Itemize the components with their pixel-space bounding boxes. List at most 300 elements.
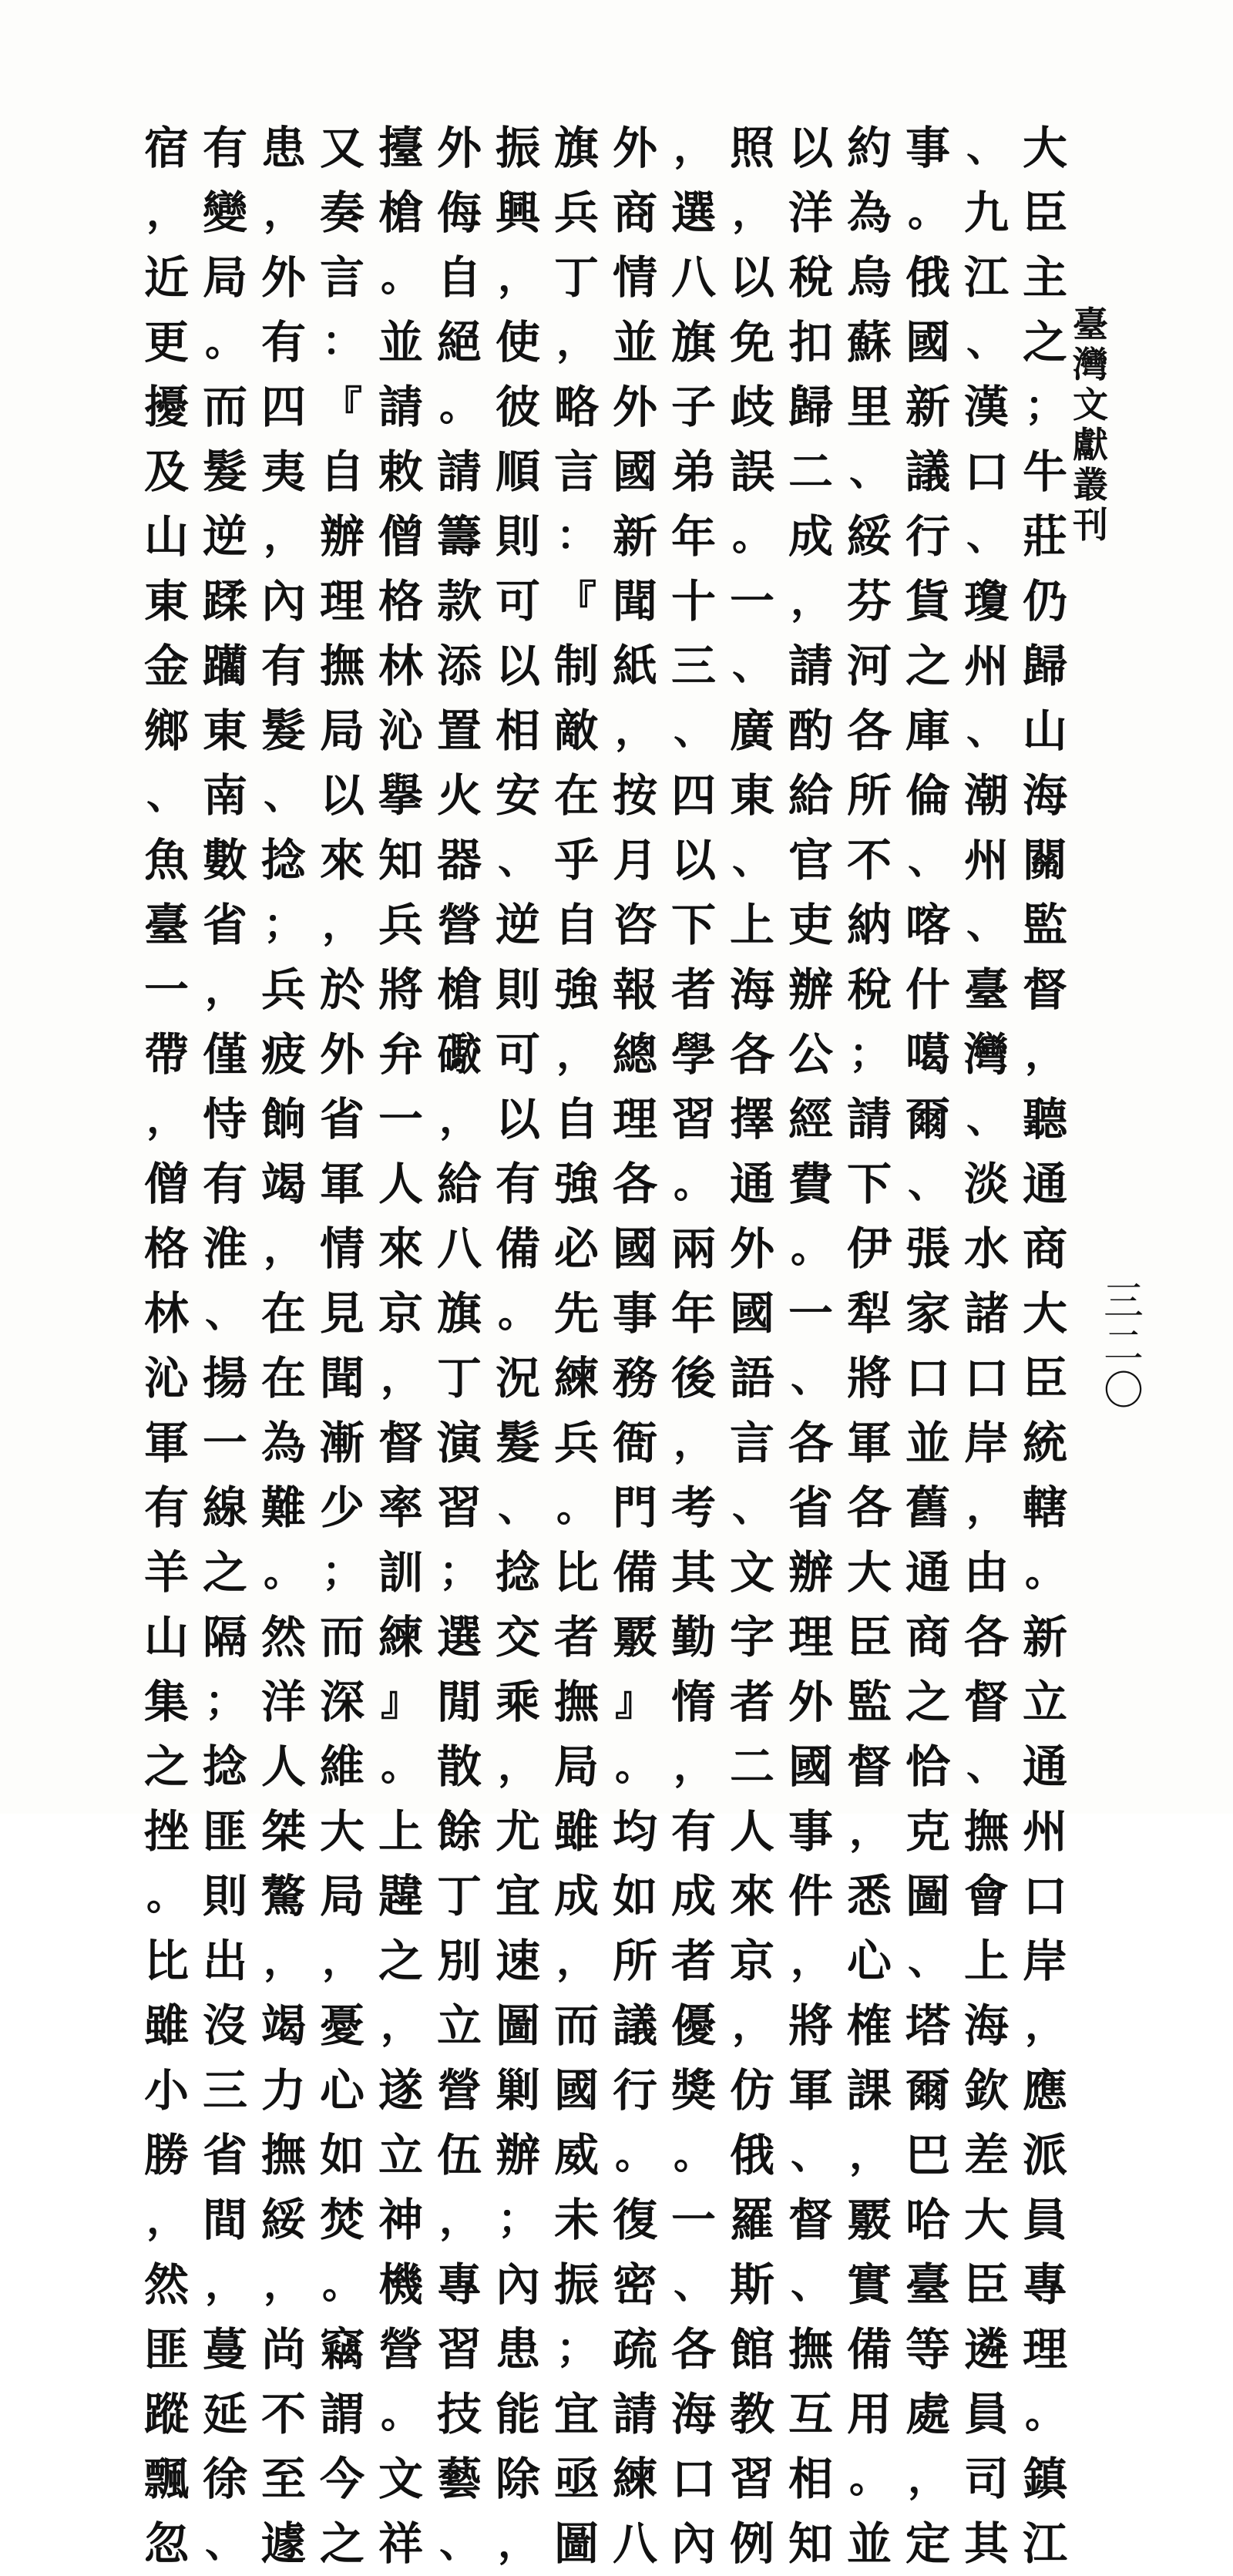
text-char: 變 [202,187,247,239]
text-char: 新 [612,510,657,563]
text-char: 圖 [553,2517,599,2570]
text-char: 演 [436,1417,482,1469]
text-char: 自 [553,1093,599,1145]
text-char: 報 [612,963,657,1016]
text-char: ； [438,1549,479,1596]
text-char: 成 [670,1870,716,1922]
text-char: 沒 [202,1999,247,2052]
text-char: 均 [612,1805,657,1858]
text-char: 、 [204,1290,245,1337]
text-char: 之 [905,640,950,692]
text-char: 漸 [319,1417,365,1469]
text-char: 辦 [319,510,365,563]
text-char: 京 [729,1935,774,1987]
text-char: 外 [729,1222,774,1275]
text-char: ， [263,1225,304,1272]
text-char: 營 [436,899,482,951]
text-char: 如 [319,2129,365,2181]
text-char: 強 [553,963,599,1016]
text-char: 振 [553,2258,599,2311]
text-char: 局 [553,1740,599,1793]
text-char: 絕 [436,316,482,368]
text-char: 轄 [1022,1481,1067,1534]
text-char: 軍 [788,2064,833,2117]
text-char: 舊 [905,1481,950,1534]
text-char: 敵 [553,705,599,757]
text-char: 京 [378,1287,423,1340]
text-char: 行 [905,510,950,563]
text-char: 各 [670,2323,716,2376]
text-char: 主 [1022,251,1067,304]
text-char: 南 [202,769,247,822]
text-column [667,116,720,2570]
text-char: 給 [436,1158,482,1210]
text-char: 之 [905,1676,950,1728]
text-char: ， [848,2131,889,2178]
text-char: 、 [790,2131,831,2178]
text-char: 』 [380,1678,421,1725]
text-char: 。 [1024,2390,1065,2437]
text-char: 練 [612,2453,657,2505]
text-char: 外 [319,1028,365,1081]
text-char: 犁 [846,1287,892,1340]
text-char: 各 [963,1611,1009,1663]
text-char: 漢 [963,381,1009,433]
text-char: 監 [846,1676,892,1728]
text-char: 外 [612,381,657,433]
text-char: 比 [143,1935,189,1987]
text-char: 而 [553,1999,599,2052]
text-char: 各 [846,1481,892,1534]
text-char: 、 [673,707,714,754]
text-column [726,116,778,2570]
text-char: 可 [495,575,540,627]
text-char: 上 [963,1935,1009,1987]
text-char: 僧 [378,510,423,563]
text-char: 則 [495,510,540,563]
text-char: ， [614,707,655,754]
text-char: 小 [143,2064,189,2117]
text-char: 綏 [846,510,892,563]
text-char: 匪 [202,1805,247,1858]
text-char: 有 [495,1158,540,1210]
text-char: 、 [731,836,772,883]
text-char: 差 [963,2129,1009,2181]
text-char: 克 [905,1805,950,1858]
text-char: 年 [670,1287,716,1340]
text-char: 外 [436,122,482,174]
text-char: 十 [670,575,716,627]
text-char: 出 [202,1935,247,1987]
text-char: 爾 [905,2064,950,2117]
text-char: 誤 [729,446,774,498]
text-char: 督 [788,2194,833,2246]
text-char: 洋 [260,1676,306,1728]
text-char: 練 [378,1611,423,1663]
text-char: 並 [378,316,423,368]
text-char: 撫 [788,2323,833,2376]
text-char: 會 [963,1870,1009,1922]
text-char: 經 [788,1093,833,1145]
text-char: 上 [378,1805,423,1858]
text-char: ， [204,966,245,1013]
text-char: 、 [907,1937,948,1984]
text-char: 尚 [260,2323,306,2376]
text-char: 新 [905,381,950,433]
text-char: 國 [612,446,657,498]
text-char: 稅 [788,251,833,304]
text-column [609,116,661,2570]
text-char: 見 [319,1287,365,1340]
text-char: 置 [436,705,482,757]
text-char: 庫 [905,705,950,757]
text-char: 請 [612,2388,657,2440]
text-char: 飄 [143,2453,189,2505]
text-char: 各 [846,705,892,757]
text-char: 擡 [378,122,423,174]
text-char: 剿 [495,2064,540,2117]
text-char: 淡 [963,1158,1009,1210]
text-char: 理 [788,1611,833,1663]
text-char: 派 [1022,2129,1067,2181]
text-char: 商 [612,187,657,239]
text-char: 之 [1022,316,1067,368]
text-char: 髮 [260,705,306,757]
text-char: 者 [670,963,716,1016]
page-number-char: 〇 [1103,1368,1144,1414]
text-char: 蹤 [143,2388,189,2440]
text-char: 通 [729,1158,774,1210]
text-char: 不 [260,2388,306,2440]
text-char: 口 [670,2453,716,2505]
text-char: 如 [612,1870,657,1922]
text-char: 以 [729,251,774,304]
text-char: 維 [319,1740,365,1793]
text-char: 撫 [260,2129,306,2181]
text-char: 選 [436,1611,482,1663]
text-char: 員 [963,2388,1009,2440]
text-char: 徐 [202,2453,247,2505]
text-char: 祥 [378,2517,423,2570]
text-char: 撫 [319,640,365,692]
text-char: 。 [263,1549,304,1596]
text-char: 各 [729,1028,774,1081]
text-char: 。 [146,1872,186,1919]
text-char: 臺 [905,2258,950,2311]
text-char: 大 [846,1546,892,1599]
text-char: 營 [378,2323,423,2376]
text-char: 備 [495,1222,540,1275]
text-char: 議 [612,1999,657,2052]
text-char: 強 [553,1158,599,1210]
text-char: 恃 [202,1093,247,1145]
text-char: 旗 [436,1287,482,1340]
text-char: 、 [263,772,304,819]
text-char: 在 [260,1352,306,1404]
text-char: ， [263,1937,304,1984]
text-char: 九 [963,187,1009,239]
text-char: 金 [143,640,189,692]
text-char: 俄 [729,2129,774,2181]
text-char: 。 [438,383,479,430]
text-char: 。 [848,2455,889,2502]
text-char: 習 [729,2453,774,2505]
text-char: 聞 [612,575,657,627]
text-char: 諸 [963,1287,1009,1340]
text-char: 件 [788,1870,833,1922]
text-char: 仍 [1022,575,1067,627]
text-char: ， [497,2520,538,2567]
text-char: 患 [260,122,306,174]
text-char: 請 [378,381,423,433]
text-char: 情 [612,251,657,304]
text-char: 並 [905,1417,950,1469]
text-char: 來 [378,1222,423,1275]
text-char: ， [497,1743,538,1790]
text-char: 江 [1022,2517,1067,2570]
text-char: ， [790,1937,831,1984]
text-char: 桀 [260,1805,306,1858]
text-char: 散 [436,1740,482,1793]
text-char: 納 [846,899,892,951]
text-char: ： [556,513,596,560]
text-char: 順 [495,446,540,498]
text-char: 斯 [729,2258,774,2311]
text-char: 定 [905,2517,950,2570]
text-char: 宿 [143,122,189,174]
text-char: 稅 [846,963,892,1016]
text-char: 者 [553,1611,599,1663]
text-char: 外 [612,122,657,174]
text-char: 二 [788,446,833,498]
text-char: 兵 [378,899,423,951]
text-char: 髮 [495,1417,540,1469]
text-char: 技 [436,2388,482,2440]
text-char: 統 [1022,1417,1067,1469]
text-char: 沁 [143,1352,189,1404]
text-char: 軍 [143,1417,189,1469]
text-char: 數 [202,834,247,886]
text-char: 免 [729,316,774,368]
text-char: 軍 [846,1417,892,1469]
text-column [199,116,251,2567]
text-char: 、 [790,2261,831,2308]
text-char: 。 [380,2390,421,2437]
text-char: 逆 [202,510,247,563]
text-char: ， [438,1095,479,1142]
text-char: 鎮 [1022,2453,1067,2505]
text-char: 紙 [612,640,657,692]
text-char: 官 [788,834,833,886]
text-char: 有 [670,1805,716,1858]
text-char: 互 [788,2388,833,2440]
text-char: 、 [673,2261,714,2308]
text-char: 。 [614,2131,655,2178]
text-char: 一 [143,963,189,1016]
text-char: 。 [907,189,948,236]
text-char: 處 [905,2388,950,2440]
text-char: 並 [846,2517,892,2570]
text-char: 丁 [553,251,599,304]
text-char: 勝 [143,2129,189,2181]
text-char: 恰 [905,1740,950,1793]
text-char: 其 [670,1546,716,1599]
text-char: 水 [963,1222,1009,1275]
text-char: 捻 [202,1740,247,1793]
text-char: 擇 [729,1093,774,1145]
text-char: ， [321,1937,362,1984]
text-char: 口 [905,1352,950,1404]
text-char: 歸 [788,381,833,433]
text-char: 撫 [963,1805,1009,1858]
text-char: 議 [905,446,950,498]
text-char: 。 [673,1160,714,1207]
text-char: 疏 [612,2323,657,2376]
text-char: ； [848,1031,889,1078]
text-char: 通 [1022,1158,1067,1210]
text-char: 一 [670,2194,716,2246]
text-char: 內 [670,2517,716,2570]
text-char: 商 [905,1611,950,1663]
text-char: 請 [436,446,482,498]
text-char: 海 [670,2388,716,2440]
text-char: 丁 [436,1870,482,1922]
text-char: 蔓 [202,2323,247,2376]
text-char: 喀 [905,899,950,951]
text-char: 省 [319,1093,365,1145]
text-char: 辦 [788,963,833,1016]
text-char: 人 [729,1805,774,1858]
text-char: 爾 [905,1093,950,1145]
text-char: 勤 [670,1611,716,1663]
text-char: ， [556,318,596,365]
text-char: 兵 [553,187,599,239]
text-char: 餉 [260,1093,306,1145]
text-char: 以 [495,640,540,692]
text-char: 事 [788,1805,833,1858]
text-char: 除 [495,2453,540,2505]
text-char: 、 [966,707,1006,754]
text-char: 又 [319,122,365,174]
text-char: 餘 [436,1805,482,1858]
text-char: 請 [846,1093,892,1145]
text-char: 什 [905,963,950,1016]
text-char: 有 [260,316,306,368]
text-char: ， [497,254,538,301]
text-char: 哈 [905,2194,950,2246]
text-char: 款 [436,575,482,627]
text-char: 及 [143,446,189,498]
text-char: 局 [202,251,247,304]
text-char: 別 [436,1935,482,1987]
text-column [960,116,1013,2570]
text-char: 韙 [378,1870,423,1922]
text-char: 照 [729,122,774,174]
text-char: 、 [438,2520,479,2567]
text-char: 林 [378,640,423,692]
text-char: 倫 [905,769,950,822]
text-char: 僧 [143,1158,189,1210]
text-char: 文 [729,1546,774,1599]
page-number [1093,1280,1154,1414]
text-char: 者 [729,1676,774,1728]
text-char: ， [146,1095,186,1142]
text-char: 揚 [202,1352,247,1404]
text-char: 所 [846,769,892,822]
text-char: 藝 [436,2453,482,2505]
text-char: 司 [963,2453,1009,2505]
text-char: 立 [378,2129,423,2181]
text-char: 礮 [436,1028,482,1081]
text-char: 來 [729,1870,774,1922]
text-char: 密 [612,2258,657,2311]
text-char: 況 [495,1352,540,1404]
text-char: 侮 [436,187,482,239]
text-char: 遴 [963,2323,1009,2376]
text-char: 聞 [319,1352,365,1404]
text-column [316,116,368,2570]
text-char: ， [438,2196,479,2243]
text-char: 深 [319,1676,365,1728]
text-char: 外 [788,1676,833,1728]
text-char: 國 [553,2064,599,2117]
text-char: 山 [143,1611,189,1663]
running-title-char: 文 [1073,384,1108,425]
text-char: 帶 [143,1028,189,1081]
text-char: 隔 [202,1611,247,1663]
text-char: 將 [378,963,423,1016]
text-char: 擧 [378,769,423,822]
text-char: 竭 [260,1158,306,1210]
text-char: 辦 [788,1546,833,1599]
text-char: ， [321,901,362,948]
text-char: 省 [788,1481,833,1534]
text-char: 夷 [260,446,306,498]
text-char: 逆 [495,899,540,951]
text-char: 一 [788,1287,833,1340]
text-char: 力 [260,2064,306,2117]
page-number-char: 三 [1103,1279,1144,1325]
text-char: 延 [202,2388,247,2440]
text-char: 督 [1022,963,1067,1016]
text-char: 圖 [905,1870,950,1922]
text-char: 』 [614,1678,655,1725]
text-char: 心 [846,1935,892,1987]
text-char: 威 [553,2129,599,2181]
text-char: 遽 [260,2517,306,2570]
text-char: 人 [378,1158,423,1210]
text-char: 知 [378,834,423,886]
text-char: 內 [495,2258,540,2311]
text-char: 將 [788,1999,833,2052]
text-char: 情 [319,1222,365,1275]
text-char: 課 [846,2064,892,2117]
text-char: 弟 [670,446,716,498]
text-char: 州 [963,640,1009,692]
text-char: 自 [319,446,365,498]
text-char: 忽 [143,2517,189,2570]
text-char: 挫 [143,1805,189,1858]
text-char: 用 [846,2388,892,2440]
text-char: 榷 [846,1999,892,2052]
text-char: 少 [319,1481,365,1534]
text-char: 以 [319,769,365,822]
text-char: 張 [905,1222,950,1275]
text-char: 江 [963,251,1009,304]
text-char: 格 [143,1222,189,1275]
text-char: 。 [497,1290,538,1337]
text-char: 覈 [612,1611,657,1663]
